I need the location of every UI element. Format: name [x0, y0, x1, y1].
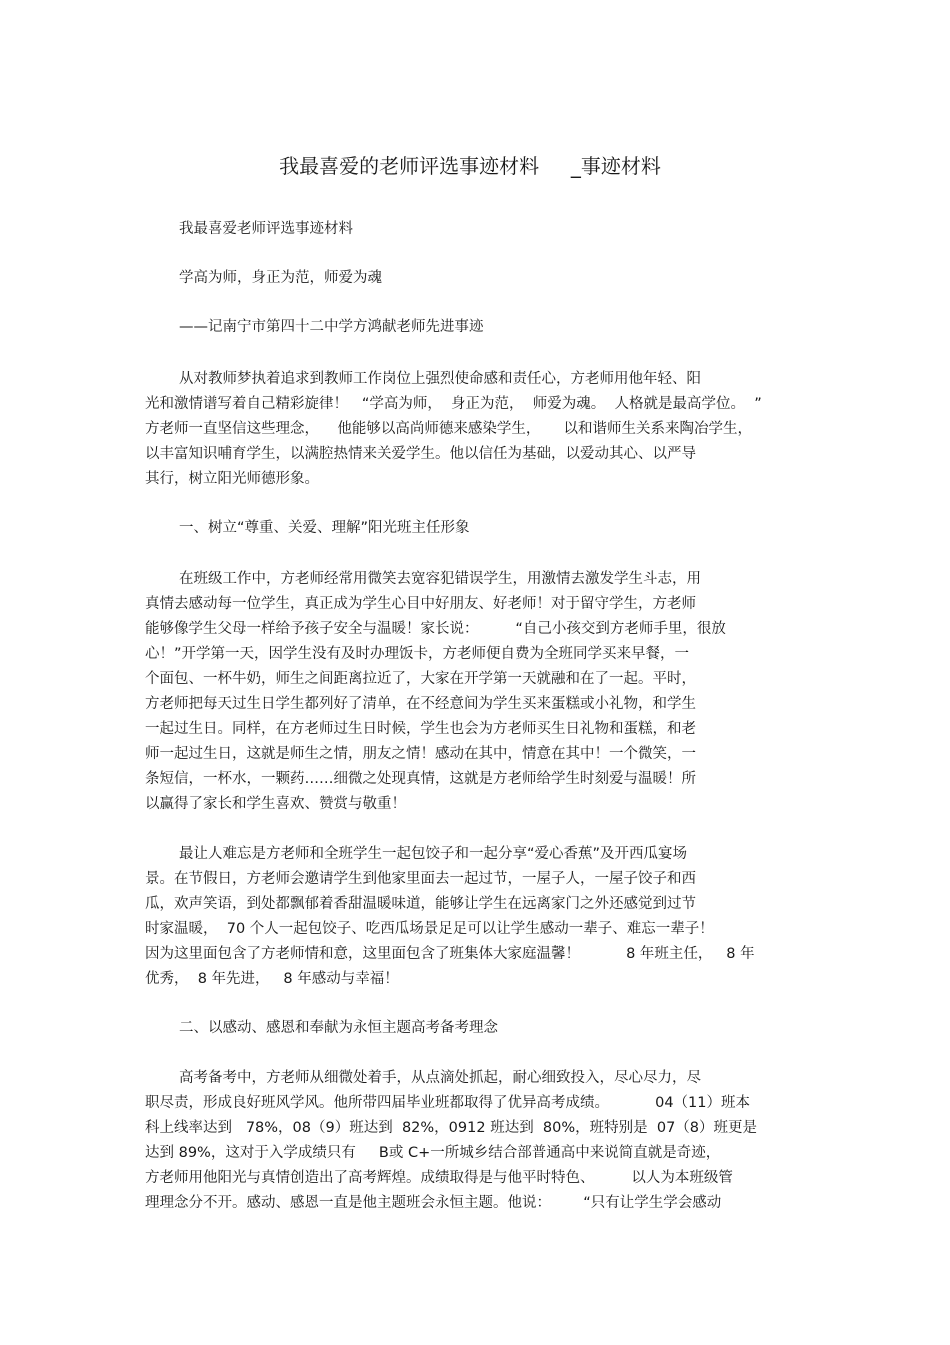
- paragraph-line: 科上线率达到 78%，08（9）班达到 82%，0912 班达到 80%，班特别是 07（8）班更是: [145, 1120, 758, 1136]
- paragraph-line: 优秀， 8 年先进， 8 年感动与幸福！: [145, 971, 399, 987]
- motto: 学高为师，身正为范，师爱为魂: [179, 270, 382, 286]
- paragraph-line: 光和激情谱写着自己精彩旋律！ “学高为师， 身正为范， 师爱为魂。 人格就是最高学位。 ”: [145, 396, 762, 412]
- paragraph-line: 从对教师梦执着追求到教师工作岗位上强烈使命感和责任心，方老师用他年轻、阳: [179, 371, 701, 387]
- paragraph-line: 瓜，欢声笑语，到处都飘郁着香甜温暖味道，能够让学生在远离家门之外还感觉到过节: [145, 896, 696, 912]
- paragraph-line: 个面包、一杯牛奶，师生之间距离拉近了，大家在开学第一天就融和在了一起。平时，: [145, 671, 696, 687]
- paragraph-line: 景。在节假日，方老师会邀请学生到他家里面去一起过节，一屋子人，一屋子饺子和西: [145, 871, 696, 887]
- paragraph-line: 一起过生日。同样，在方老师过生日时候，学生也会为方老师买生日礼物和蛋糕，和老: [145, 721, 696, 737]
- paragraph-line: 师一起过生日，这就是师生之情，朋友之情！感动在其中，情意在其中！一个微笑，一: [145, 746, 696, 762]
- paragraph-line: 方老师一直坚信这些理念， 他能够以高尚师德来感染学生， 以和谐师生关系来陶冶学生，: [145, 421, 752, 437]
- paragraph-line: 达到 89%，这对于入学成绩只有 B或 C+一所城乡结合部普通高中来说简直就是奇迹，: [145, 1145, 721, 1161]
- paragraph-line: 方老师把每天过生日学生都列好了清单，在不经意间为学生买来蛋糕或小礼物，和学生: [145, 696, 696, 712]
- paragraph-line: 高考备考中，方老师从细微处着手，从点滴处抓起，耐心细致投入，尽心尽力，尽: [179, 1070, 701, 1086]
- section-heading: 二、以感动、感恩和奉献为永恒主题高考备考理念: [179, 1020, 498, 1036]
- paragraph-line: 以丰富知识哺育学生，以满腔热情来关爱学生。他以信任为基础，以爱动其心、以严导: [145, 446, 696, 462]
- paragraph-line: 以赢得了家长和学生喜欢、赞赏与敬重！: [145, 796, 406, 812]
- paragraph-line: 理理念分不开。感动、感恩一直是他主题班会永恒主题。他说： “只有让学生学会感动: [145, 1195, 722, 1211]
- paragraph-line: 条短信，一杯水，一颗药……细微之处现真情，这就是方老师给学生时刻爱与温暖！所: [145, 771, 696, 787]
- paragraph-line: 时家温暖， 70 个人一起包饺子、吃西瓜场景足足可以让学生感动一辈子、难忘一辈子！: [145, 921, 714, 937]
- paragraph-line: 真情去感动每一位学生，真正成为学生心目中好朋友、好老师！对于留守学生，方老师: [145, 596, 696, 612]
- paragraph-line: 最让人难忘是方老师和全班学生一起包饺子和一起分享“爱心香蕉”及开西瓜宴场: [179, 846, 688, 862]
- paragraph-line: 因为这里面包含了方老师情和意，这里面包含了班集体大家庭温馨！ 8 年班主任， 8 年: [145, 946, 755, 962]
- paragraph-line: 在班级工作中，方老师经常用微笑去宽容犯错误学生，用激情去激发学生斗志，用: [179, 571, 701, 587]
- section-heading: 一、树立“尊重、关爱、理解”阳光班主任形象: [179, 520, 470, 536]
- paragraph-line: 能够像学生父母一样给予孩子安全与温暖！家长说： “自己小孩交到方老师手里，很放: [145, 621, 726, 637]
- paragraph-line: 职尽责，形成良好班风学风。他所带四届毕业班都取得了优异高考成绩。 04（11）班本: [145, 1095, 750, 1111]
- paragraph-line: 方老师用他阳光与真情创造出了高考辉煌。成绩取得是与他平时特色、 以人为本班级管: [145, 1170, 733, 1186]
- paragraph-line: 心！”开学第一天，因学生没有及时办理饭卡，方老师便自费为全班同学买来早餐，一: [145, 646, 690, 662]
- subtitle: 我最喜爱老师评选事迹材料: [179, 221, 353, 237]
- paragraph-line: 其行，树立阳光师德形象。: [145, 471, 319, 487]
- byline: ——记南宁市第四十二中学方鸿献老师先进事迹: [179, 319, 484, 335]
- document-title: 我最喜爱的老师评选事迹材料 _事迹材料: [279, 154, 661, 178]
